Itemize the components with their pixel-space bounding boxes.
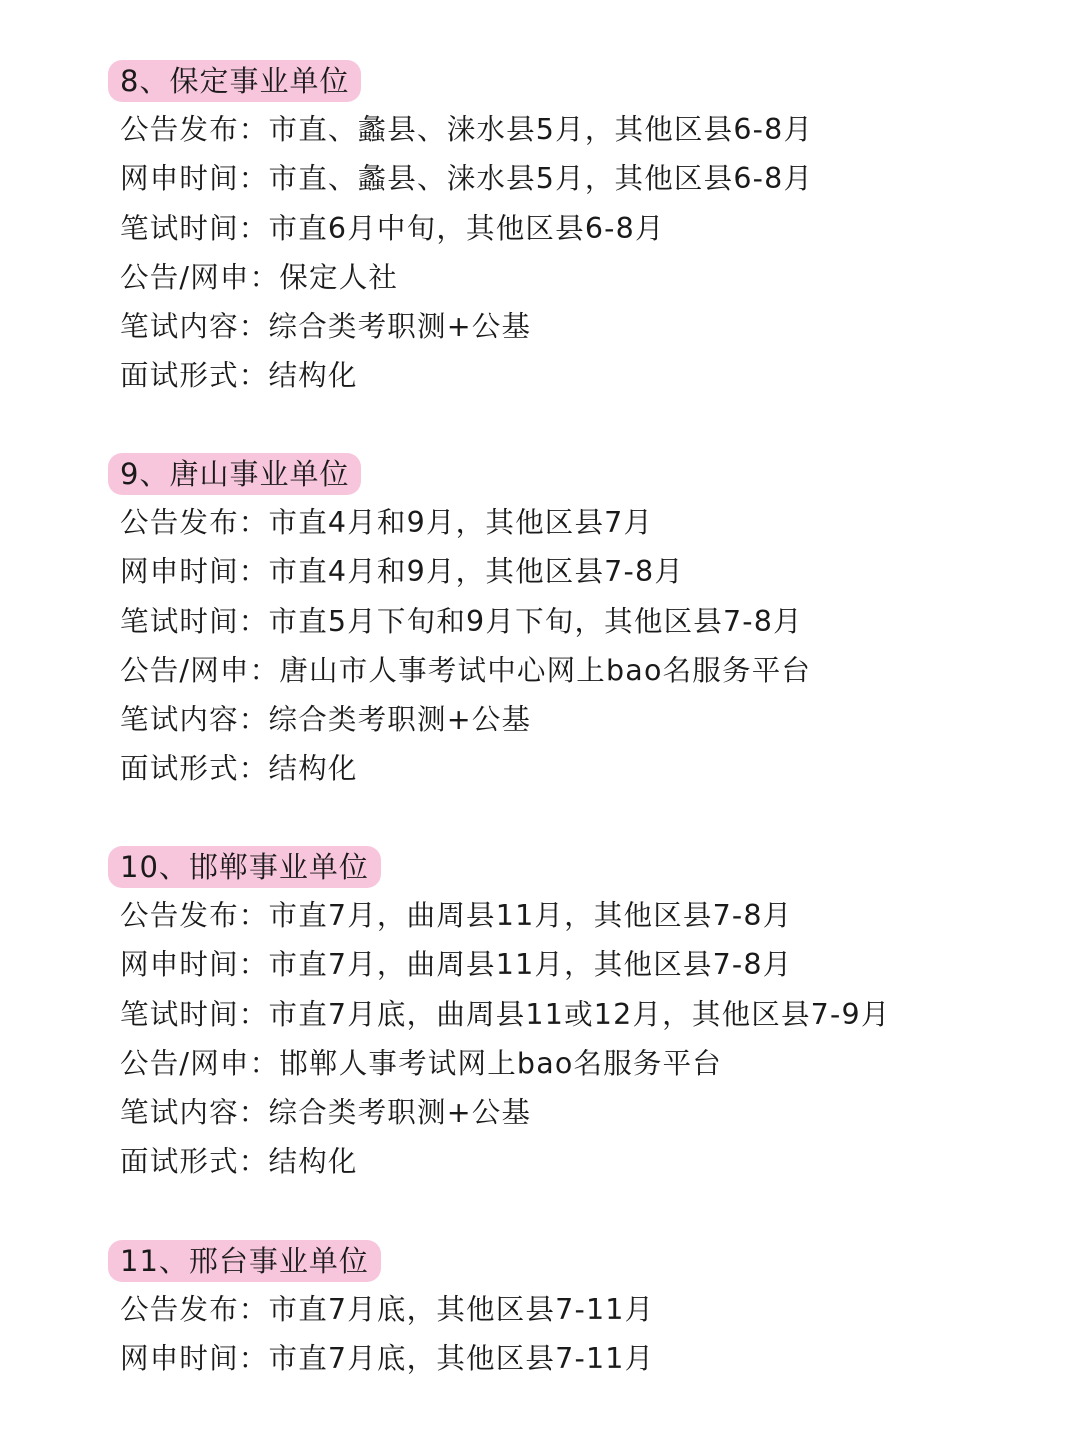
info-line: 面试形式：结构化: [120, 1145, 358, 1179]
section-lines: [108, 498, 1008, 794]
section-lines: [108, 1285, 1008, 1384]
info-line: 笔试时间：市直7月底，曲周县11或12月，其他区县7-9月: [120, 997, 891, 1031]
info-line: 面试形式：结构化: [120, 359, 358, 393]
section-heading: 8、保定事业单位: [108, 60, 361, 102]
info-line: 公告/网申：保定人社: [120, 260, 399, 294]
info-line: 笔试内容：综合类考职测+公基: [120, 310, 532, 344]
section-heading: 9、唐山事业单位: [108, 453, 361, 495]
info-line: 公告发布：市直7月，曲周县11月，其他区县7-8月: [120, 899, 793, 932]
section-tangshan: [108, 453, 1008, 794]
info-line: 笔试时间：市直5月下旬和9月下旬，其他区县7-8月: [120, 604, 803, 638]
info-line: 公告/网申：邯郸人事考试网上bao名服务平台: [120, 1046, 722, 1080]
section-xingtai: [108, 1240, 1008, 1384]
info-line: 笔试内容：综合类考职测+公基: [120, 703, 532, 737]
section-heading: 10、邯郸事业单位: [108, 846, 381, 888]
section-handan: [108, 846, 1008, 1187]
section-heading: 11、邢台事业单位: [108, 1240, 381, 1282]
section-lines: [108, 105, 1008, 401]
info-line: 公告发布：市直7月底，其他区县7-11月: [120, 1293, 655, 1326]
info-line: 面试形式：结构化: [120, 752, 358, 786]
info-line: 网申时间：市直、蠡县、涞水县5月，其他区县6-8月: [120, 162, 814, 196]
section-baoding: [108, 60, 1008, 401]
info-line: 笔试时间：市直6月中旬，其他区县6-8月: [120, 211, 665, 245]
info-line: 网申时间：市直7月底，其他区县7-11月: [120, 1342, 655, 1376]
info-line: 公告发布：市直、蠡县、涞水县5月，其他区县6-8月: [120, 113, 814, 146]
info-line: 网申时间：市直4月和9月，其他区县7-8月: [120, 555, 685, 589]
info-line: 笔试内容：综合类考职测+公基: [120, 1096, 532, 1130]
info-line: 网申时间：市直7月，曲周县11月，其他区县7-8月: [120, 948, 793, 982]
section-lines: [108, 891, 1008, 1187]
info-line: 公告/网申：唐山市人事考试中心网上bao名服务平台: [120, 653, 812, 687]
info-line: 公告发布：市直4月和9月，其他区县7月: [120, 506, 654, 539]
